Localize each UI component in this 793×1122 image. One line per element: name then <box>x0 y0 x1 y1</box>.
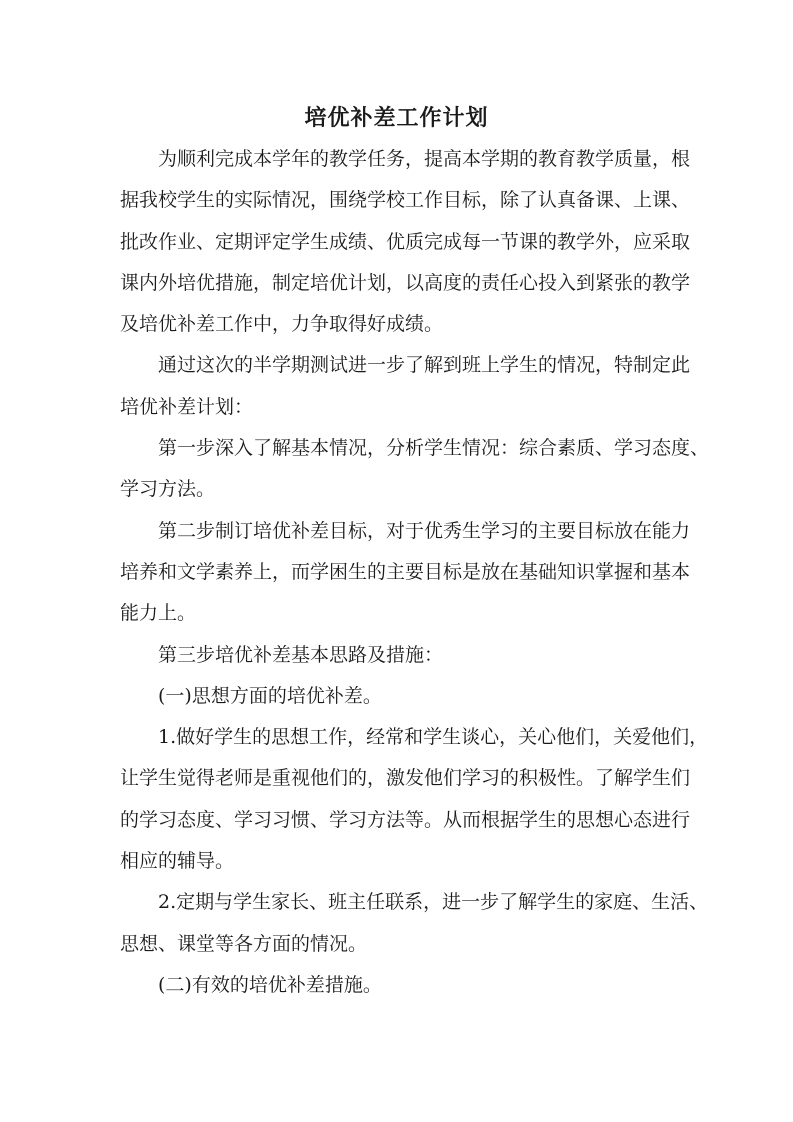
paragraph <box>120 511 691 635</box>
paragraph <box>120 965 673 1006</box>
paragraph <box>120 139 691 345</box>
paragraph-line: 第二步制订培优补差目标，对于优秀生学习的主要目标放在能力 <box>158 519 691 542</box>
paragraph-line: 学习方法。 <box>120 478 216 501</box>
paragraph-line: (二)有效的培优补差措施。 <box>158 973 382 996</box>
paragraph-line: 据我校学生的实际情况，围绕学校工作目标，除了认真备课、上课、 <box>120 189 691 212</box>
paragraph-line: (一)思想方面的培优补差。 <box>158 684 382 707</box>
paragraph-line: 的学习态度、学习习惯、学习方法等。从而根据学生的思想心态进行 <box>120 808 691 831</box>
paragraph <box>120 882 709 965</box>
paragraph-line: 课内外培优措施，制定培优计划，以高度的责任心投入到紧张的教学 <box>120 271 691 294</box>
paragraph-line: 及培优补差工作中，力争取得好成绩。 <box>120 313 444 336</box>
paragraph-line: 培养和文学素养上，而学困生的主要目标是放在基础知识掌握和基本 <box>120 560 691 583</box>
paragraph-line: 让学生觉得老师是重视他们的，激发他们学习的积极性。了解学生们 <box>120 767 691 790</box>
paragraph-line: 第一步深入了解基本情况，分析学生情况：综合素质、学习态度、 <box>158 437 710 460</box>
paragraph-line: 批改作业、定期评定学生成绩、优质完成每一节课的教学外，应采取 <box>120 230 691 253</box>
paragraph-line: 思想、课堂等各方面的情况。 <box>120 932 368 955</box>
paragraph-line: 1.做好学生的思想工作，经常和学生谈心，关心他们，关爱他们， <box>158 726 709 749</box>
paragraph-line: 为顺利完成本学年的教学任务，提高本学期的教育教学质量，根 <box>158 148 691 170</box>
paragraph-line: 相应的辅导。 <box>120 850 235 873</box>
document-body <box>120 139 710 1006</box>
paragraph-line: 通过这次的半学期测试进一步了解到班上学生的情况，特制定此 <box>158 354 691 377</box>
paragraph-line: 能力上。 <box>120 602 197 625</box>
paragraph <box>120 345 691 428</box>
paragraph <box>120 676 673 717</box>
paragraph-line: 第三步培优补差基本思路及措施： <box>158 643 444 666</box>
paragraph-line: 2.定期与学生家长、班主任联系，进一步了解学生的家庭、生活、 <box>158 891 709 914</box>
paragraph <box>120 635 673 676</box>
paragraph-line: 培优补差计划： <box>120 395 254 418</box>
paragraph <box>120 428 710 511</box>
document-title: 培优补差工作计划 <box>304 105 489 131</box>
paragraph <box>120 717 709 882</box>
